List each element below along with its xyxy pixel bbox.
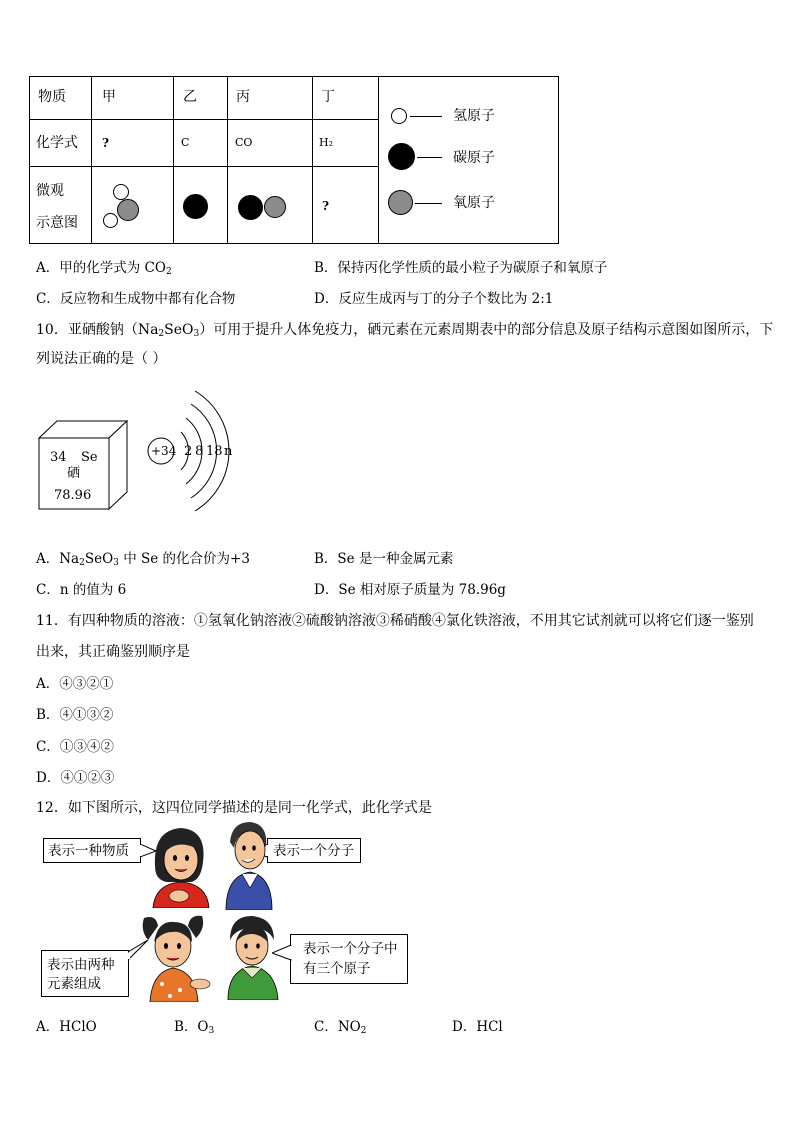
q10-stem-line2: 列说法正确的是（ ） xyxy=(36,351,167,367)
formula-jia: ? xyxy=(102,136,110,150)
micro-row-label-1: 微观 xyxy=(36,183,64,199)
shell-4-electrons: n xyxy=(224,444,233,459)
micro-ding-unknown: ? xyxy=(322,199,330,213)
q10-stem-line1: 10．亚硒酸钠$(Na_2SeO_3)$可用于提升人体免疫力，硒元素在元素周期表中的部分信息及原子结构示意图如图所示，下 xyxy=(36,322,774,339)
q12-option-d[interactable]: D．HCl xyxy=(452,1019,503,1035)
bubble-two-elements: 表示由两种 元素组成 xyxy=(41,950,129,997)
bubble-three-atoms: 表示一个分子中 有三个原子 xyxy=(290,934,408,984)
formula-yi: C xyxy=(181,136,190,149)
carbon-atom-icon xyxy=(183,194,208,219)
carbon-atom-icon xyxy=(238,195,263,220)
q12-option-c[interactable]: C．$NO_2$ xyxy=(314,1019,367,1036)
nucleus-charge: +34 xyxy=(151,444,177,458)
carbon-legend-icon xyxy=(388,143,415,170)
header-jia: 甲 xyxy=(102,89,116,105)
oxygen-atom-icon xyxy=(264,196,286,218)
q12-option-b[interactable]: B．$O_3$ xyxy=(174,1019,215,1036)
formula-row-label: 化学式 xyxy=(36,135,78,151)
q11-option-a[interactable]: A．④③②① xyxy=(36,676,114,692)
element-mass: 78.96 xyxy=(54,488,92,503)
bubble-one-molecule: 表示一个分子 xyxy=(267,838,361,863)
hydrogen-atom-icon xyxy=(113,184,129,200)
element-atomic-number: 34 xyxy=(50,450,67,465)
legend-hydrogen: 氢原子 xyxy=(453,108,495,124)
q11-stem-line2: 出来，其正确鉴别顺序是 xyxy=(36,644,190,660)
q11-option-d[interactable]: D．④①②③ xyxy=(36,770,115,786)
q10-option-b[interactable]: B．Se 是一种金属元素 xyxy=(314,551,454,567)
student-boy-2-illustration xyxy=(224,914,282,1000)
q11-option-c[interactable]: C．①③④② xyxy=(36,739,114,755)
q9-option-b[interactable]: B．保持丙化学性质的最小粒子为碳原子和氧原子 xyxy=(314,260,608,276)
hydrogen-atom-icon xyxy=(103,213,118,228)
q11-option-b[interactable]: B．④①③② xyxy=(36,707,114,723)
q12-stem: 12．如下图所示，这四位同学描述的是同一化学式，此化学式是 xyxy=(36,800,432,816)
micro-row-label-2: 示意图 xyxy=(36,215,78,231)
element-name: 硒 xyxy=(67,466,81,481)
shell-1-electrons: 2 xyxy=(184,444,193,459)
element-symbol: Se xyxy=(81,450,98,465)
q9-option-a[interactable]: A．甲的化学式为 $CO_2$ xyxy=(36,260,172,277)
header-ding: 丁 xyxy=(321,89,335,105)
student-girl-2-illustration xyxy=(136,910,214,1002)
header-bing: 丙 xyxy=(236,89,250,105)
q9-option-c[interactable]: C．反应物和生成物中都有化合物 xyxy=(36,291,236,307)
formula-ding: H₂ xyxy=(319,136,334,149)
shell-3-electrons: 18 xyxy=(206,444,223,459)
formula-bing: CO xyxy=(235,136,253,149)
q10-option-c[interactable]: C．n 的值为 6 xyxy=(36,582,127,598)
student-boy-1-illustration xyxy=(222,818,274,910)
reaction-table xyxy=(29,76,559,244)
shell-2-electrons: 8 xyxy=(195,444,204,459)
q11-stem-line1: 11．有四种物质的溶液：①氢氧化钠溶液②硫酸钠溶液③稀硝酸④氯化铁溶液，不用其它试剂就可以将它们逐一鉴别 xyxy=(36,613,754,629)
legend-carbon: 碳原子 xyxy=(453,150,495,166)
q10-option-a[interactable]: A．$Na_2SeO_3$ 中 Se 的化合价为+3 xyxy=(36,551,250,568)
hydrogen-legend-icon xyxy=(391,108,407,124)
oxygen-atom-icon xyxy=(117,199,139,221)
student-girl-1-illustration xyxy=(145,822,217,908)
legend-oxygen: 氧原子 xyxy=(453,195,495,211)
bubble-one-substance: 表示一种物质 xyxy=(43,838,141,863)
q9-option-d[interactable]: D．反应生成丙与丁的分子个数比为 2:1 xyxy=(314,291,554,307)
oxygen-legend-icon xyxy=(388,190,413,215)
q10-option-d[interactable]: D．Se 相对原子质量为 78.96g xyxy=(314,582,506,598)
header-substance: 物质 xyxy=(38,89,66,105)
q12-option-a[interactable]: A．HClO xyxy=(36,1019,97,1035)
header-yi: 乙 xyxy=(183,89,197,105)
